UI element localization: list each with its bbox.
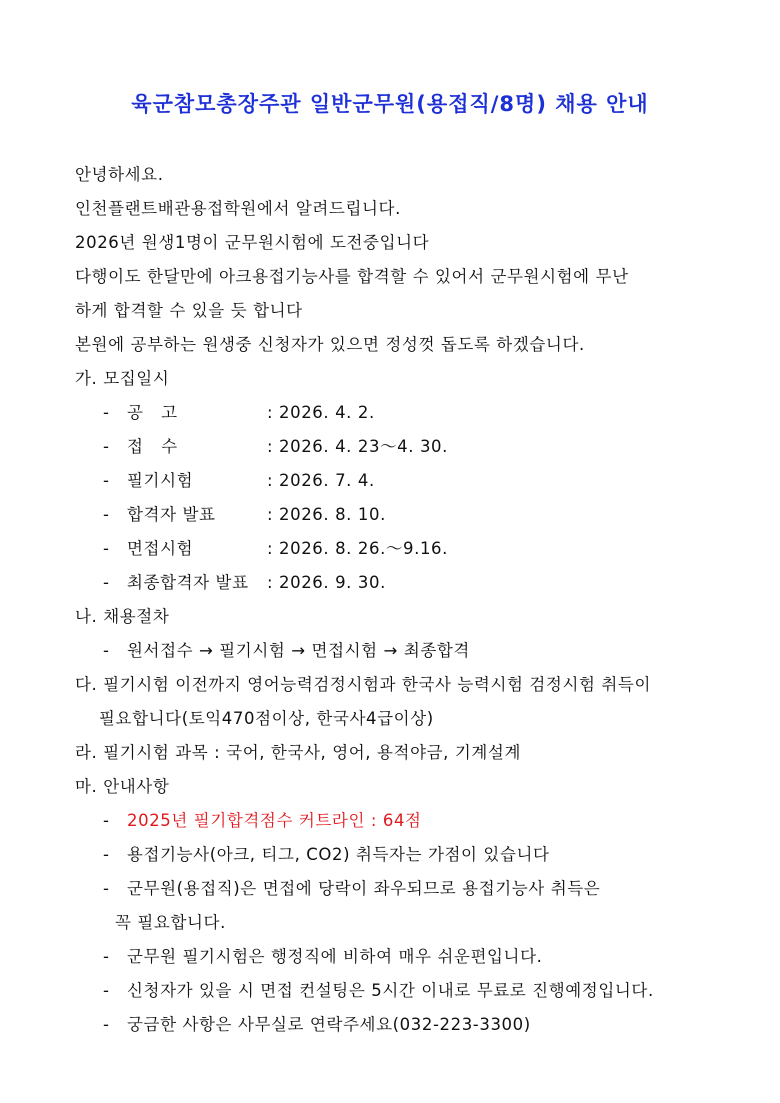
dash: - xyxy=(103,437,110,456)
dash: - xyxy=(103,505,110,524)
dash: - xyxy=(103,573,110,592)
section-c-line2: 필요합니다(토익470점이상, 한국사4급이상) xyxy=(99,709,434,728)
interview-text: 군무원(용접직)은 면접에 당락이 좌우되므로 용접기능사 취득은 xyxy=(127,879,601,898)
cert-bonus-text: 용접기능사(아크, 티그, CO2) 취득자는 가점이 있습니다 xyxy=(127,845,550,864)
easy-exam-text: 군무원 필기시험은 행정직에 비하여 매우 쉬운편입니다. xyxy=(127,947,543,966)
notice-cert-bonus xyxy=(75,838,725,872)
schedule-label: 최종합격자 발표 xyxy=(127,573,249,592)
schedule-row-final xyxy=(75,566,725,600)
section-c-line1: 다. 필기시험 이전까지 영어능력검정시험과 한국사 능력시험 검정시험 취득이 xyxy=(75,675,652,694)
schedule-value: : 2026. 8. 10. xyxy=(267,505,386,524)
schedule-label: 접 수 xyxy=(127,437,178,456)
notice-contact xyxy=(75,1008,725,1042)
schedule-row-announcement xyxy=(75,396,725,430)
schedule-value: : 2026. 7. 4. xyxy=(267,471,375,490)
schedule-row-pass-announcement xyxy=(75,498,725,532)
dash: - xyxy=(103,845,110,864)
section-b-heading: 나. 채용절차 xyxy=(75,607,170,626)
dash: - xyxy=(103,879,110,898)
notice-interview-line1 xyxy=(75,872,725,906)
schedule-row-written-exam xyxy=(75,464,725,498)
intro-challenge: 2026년 원생1명이 군무원시험에 도전중입니다 xyxy=(75,233,430,252)
schedule-label: 필기시험 xyxy=(127,471,194,490)
section-a-heading: 가. 모집일시 xyxy=(75,369,170,388)
dash: - xyxy=(103,1015,110,1034)
document-body xyxy=(75,158,725,1042)
contact-text: 궁금한 사항은 사무실로 연락주세요(032-223-3300) xyxy=(127,1015,531,1034)
intro-greeting: 안녕하세요. xyxy=(75,165,164,184)
dash: - xyxy=(103,471,110,490)
intro-pass-line1: 다행이도 한달만에 아크용접기능사를 합격할 수 있어서 군무원시험에 무난 xyxy=(75,267,629,286)
consulting-text: 신청자가 있을 시 면접 컨설팅은 5시간 이내로 무료로 진행예정입니다. xyxy=(127,981,654,1000)
schedule-value: : 2026. 9. 30. xyxy=(267,573,386,592)
notice-interview-line2: 꼭 필요합니다. xyxy=(115,913,226,932)
dash: - xyxy=(103,641,110,660)
dash: - xyxy=(103,811,110,830)
cutline-text: 2025년 필기합격점수 커트라인 : 64점 xyxy=(127,811,422,830)
dash: - xyxy=(103,403,110,422)
intro-pass-line2: 하게 합격할 수 있을 듯 합니다 xyxy=(75,301,303,320)
dash: - xyxy=(103,981,110,1000)
schedule-label: 합격자 발표 xyxy=(127,505,216,524)
schedule-row-application xyxy=(75,430,725,464)
section-e-heading: 마. 안내사항 xyxy=(75,777,170,796)
schedule-label: 면접시험 xyxy=(127,539,194,558)
notice-cutline xyxy=(75,804,725,838)
process-row xyxy=(75,634,725,668)
intro-offer: 본원에 공부하는 원생중 신청자가 있으면 정성껏 돕도록 하겠습니다. xyxy=(75,335,585,354)
dash: - xyxy=(103,539,110,558)
notice-consulting xyxy=(75,974,725,1008)
schedule-value: : 2026. 8. 26.～9.16. xyxy=(267,539,448,558)
schedule-row-interview xyxy=(75,532,725,566)
schedule-value: : 2026. 4. 2. xyxy=(267,403,375,422)
process-text: 원서접수 → 필기시험 → 면접시험 → 최종합격 xyxy=(127,641,470,660)
dash: - xyxy=(103,947,110,966)
intro-academy: 인천플랜트배관용접학원에서 알려드립니다. xyxy=(75,199,401,218)
section-d-subjects: 라. 필기시험 과목 : 국어, 한국사, 영어, 용적야금, 기계설계 xyxy=(75,743,521,762)
schedule-value: : 2026. 4. 23～4. 30. xyxy=(267,437,448,456)
notice-easy-exam xyxy=(75,940,725,974)
page-title: 육군참모총장주관 일반군무원(용접직/8명) 채용 안내 xyxy=(131,92,649,116)
schedule-label: 공 고 xyxy=(127,403,178,422)
